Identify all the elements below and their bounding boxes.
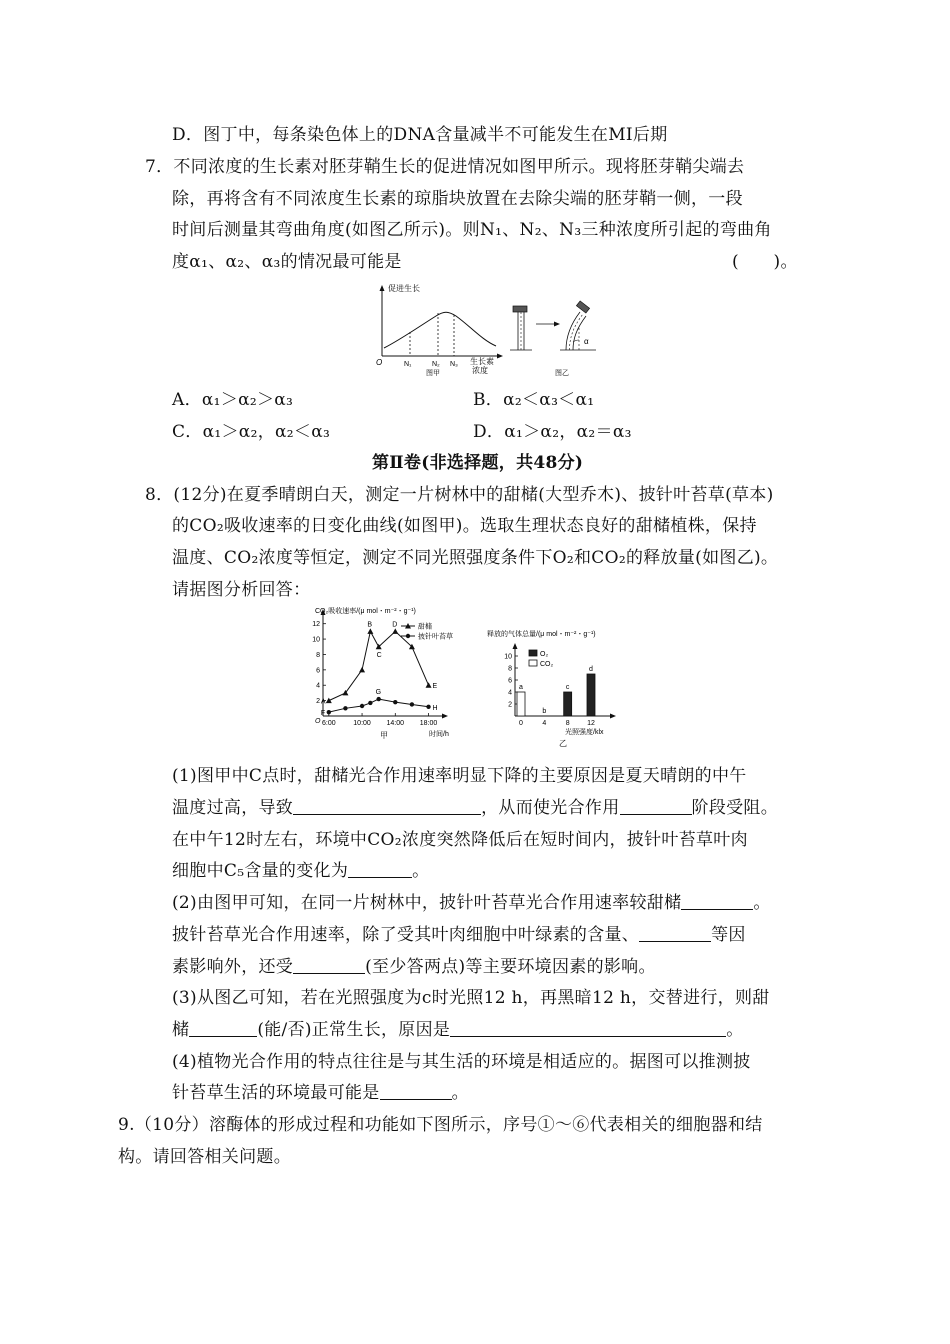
jia-point-label: E: [432, 683, 438, 691]
yi-x-arrow: [610, 714, 616, 719]
q8-p1-line-4: [172, 861, 429, 881]
q8-p1-blank-3[interactable]: [348, 861, 412, 878]
jia-point-circle: [410, 702, 414, 706]
q8-p3-blank-1[interactable]: [189, 1020, 257, 1037]
q8-p2-text-c: 披针苔草光合作用速率，除了受其叶肉细胞中叶绿素的含量、: [172, 925, 640, 945]
q7-option-a: A．α₁＞α₂＞α₃: [172, 390, 294, 410]
jia-point-label: B: [367, 621, 373, 629]
yi-bar-label: c: [565, 684, 570, 691]
jia-x-arrow: [442, 714, 448, 719]
fig-jia-n3: N₃: [450, 361, 458, 368]
yi-y-tick-label: 4: [508, 689, 512, 697]
jia-legend-label: 披针叶苔草: [418, 633, 453, 641]
jia-y-tick-label: 8: [316, 651, 320, 659]
yi-bar-label: b: [542, 708, 547, 715]
q8-p2-blank-3[interactable]: [293, 957, 365, 974]
jia-point-circle: [327, 710, 331, 714]
q8-p3-line-1: (3)从图乙可知，若在光照强度为c时光照12 h，再黑暗12 h，交替进行，则甜: [172, 988, 770, 1008]
jia-title: CO₂吸收速率/(μ mol・m⁻²・g⁻¹): [315, 608, 416, 615]
q8-p1-line-2: [172, 798, 778, 818]
jia-point-label: A: [320, 698, 326, 706]
q8-line-3: 温度、CO₂浓度等恒定，测定不同光照强度条件下O₂和CO₂的释放量(如图乙)。: [172, 548, 779, 568]
yi-x-tick-label: 8: [565, 720, 570, 727]
jia-point-label: G: [375, 689, 382, 697]
fig-jia-curve: [384, 312, 496, 348]
q7-option-c: C．α₁＞α₂，α₂＜α₃: [172, 422, 331, 442]
q8-p4-line-1: (4)植物光合作用的特点往往是与其生活的环境是相适应的。据图可以推测披: [172, 1052, 751, 1072]
jia-y-tick-label: 12: [312, 621, 320, 629]
q8-p1-text-a: 温度过高，导致: [172, 798, 294, 818]
jia-y-tick-label: 10: [312, 636, 320, 644]
q8-p4-text-a: 针苔草生活的环境最可能是: [172, 1083, 380, 1103]
q8-p2-text-e: 素影响外，还受: [172, 957, 294, 977]
q8-p1-blank-1[interactable]: [293, 798, 481, 815]
q8-p4-line-2: [172, 1083, 469, 1103]
yi-title: 释放的气体总量/(μ mol・m⁻²・g⁻¹): [487, 631, 596, 638]
jia-caption: 甲: [380, 731, 388, 740]
q7-line-2: 除，再将含有不同浓度生长素的琼脂块放置在去除尖端的胚芽鞘一侧，一段: [172, 189, 743, 209]
yi-bar-label: a: [519, 684, 523, 691]
jia-x-tick-label: 6:00: [322, 720, 336, 727]
q8-p3-text-b: (能/否)正常生长，原因是: [257, 1020, 451, 1040]
q8-p2-line-3: [172, 957, 656, 977]
q7-line-3: 时间后测量其弯曲角度(如图乙所示)。则N₁、N₂、N₃三种浓度所引起的弯曲角: [172, 220, 772, 240]
jia-point-label: D: [392, 621, 398, 629]
q7-line-1: 7．不同浓度的生长素对胚芽鞘生长的促进情况如图甲所示。现将胚芽鞘尖端去: [145, 157, 745, 177]
fig-jia-caption: 图甲: [426, 370, 440, 377]
q8-p1-text-b: ，从而使光合作用: [481, 798, 620, 818]
q6-option-d: D．图丁中，每条染色体上的DNA含量减半不可能发生在MI后期: [172, 125, 668, 145]
jia-point-circle: [368, 701, 372, 705]
q8-p2-line-1: [172, 893, 771, 913]
yi-caption: 乙: [559, 739, 567, 748]
jia-y-tick-label: 6: [316, 667, 320, 675]
yi-legend-label: CO₂: [540, 661, 554, 668]
yi-y-tick-label: 6: [508, 677, 512, 685]
q7-option-d: D．α₁＞α₂，α₂＝α₃: [473, 422, 632, 442]
q8-p3-text-a: 槠: [172, 1020, 190, 1040]
q9-line-2: 构。请回答相关问题。: [118, 1147, 291, 1167]
q8-p4-blank-1[interactable]: [380, 1083, 452, 1100]
jia-point-label: C: [376, 651, 382, 659]
yi-legend-swatch: [529, 650, 537, 656]
section-2-title: 第Ⅱ卷(非选择题，共48分): [372, 453, 584, 473]
jia-point-circle: [360, 704, 364, 708]
q8-p1-text-d: 细胞中C₅含量的变化为: [172, 861, 349, 881]
q8-p4-text-b: 。: [451, 1083, 469, 1103]
yi-y-arrow: [513, 643, 518, 649]
q8-p3-text-c: 。: [726, 1020, 744, 1040]
fig-jia-x-label-2: 浓度: [472, 366, 488, 375]
yi-bar: [564, 692, 572, 716]
yi-y-tick-label: 2: [508, 701, 512, 709]
q8-p2-text-f: (至少答两点)等主要环境因素的影响。: [365, 957, 656, 977]
q8-figure: [305, 604, 665, 754]
q8-p1-text-e: 。: [412, 861, 430, 881]
fig-jia-origin: O: [376, 358, 383, 367]
q7-answer-paren: ( )。: [732, 252, 798, 272]
yi-bar: [587, 674, 595, 716]
jia-legend-marker: [406, 634, 410, 638]
jia-x-tick-label: 18:00: [419, 720, 438, 727]
jia-legend-label: 甜槠: [418, 623, 432, 631]
yi-x-tick-label: 0: [519, 720, 523, 727]
jia-point-triangle: [426, 682, 432, 688]
yi-x-tick-label: 4: [542, 720, 547, 727]
jia-point-circle: [393, 700, 397, 704]
yi-legend-swatch: [529, 660, 537, 666]
yi-y-tick-label: 10: [504, 653, 512, 661]
jia-point-triangle: [326, 698, 332, 704]
jia-point-triangle: [392, 628, 398, 634]
fig-yi-alpha: α: [584, 337, 589, 346]
q8-p2-text-b: 。: [753, 893, 771, 913]
jia-point-circle: [343, 706, 347, 710]
jia-x-tick-label: 10:00: [353, 720, 371, 727]
q8-line-2: 的CO₂吸收速率的日变化曲线(如图甲)。选取生理状态良好的甜槠植株，保持: [172, 516, 757, 536]
jia-point-triangle: [359, 667, 365, 673]
yi-y-tick-label: 8: [508, 665, 512, 673]
q8-p1-text-c: 阶段受阻。: [691, 798, 779, 818]
fig-jia-n2: N₂: [432, 361, 440, 368]
jia-y-tick-label: 4: [316, 682, 320, 690]
q8-p1-line-1: (1)图甲中C点时，甜槠光合作用速率明显下降的主要原因是夏天晴朗的中午: [172, 766, 747, 786]
q8-p1-blank-2[interactable]: [620, 798, 692, 815]
jia-origin: O: [315, 718, 321, 725]
q8-p2-text-a: (2)由图甲可知，在同一片树林中，披针叶苔草光合作用速率较甜槠: [172, 893, 682, 913]
fig-yi-caption: 图乙: [555, 370, 569, 377]
jia-point-circle: [376, 697, 380, 701]
q8-p3-line-2: [172, 1020, 744, 1040]
jia-point-label: F: [320, 710, 326, 718]
yi-x-label: 光照强度/klx: [565, 729, 604, 736]
q8-line-1: 8．(12分)在夏季晴朗白天，测定一片树林中的甜槠(大型乔木)、披针叶苔草(草本): [145, 485, 774, 505]
yi-bar: [517, 692, 525, 716]
fig-jia-x-label-1: 生长素: [470, 357, 494, 366]
fig-jia-n1: N₁: [404, 361, 412, 368]
jia-x-label: 时间/h: [429, 731, 449, 738]
q8-p2-text-d: 等因: [711, 925, 746, 945]
q7-line-4: 度α₁、α₂、α₃的情况最可能是: [172, 252, 402, 272]
jia-y-tick-label: 2: [316, 698, 320, 706]
q7-option-b: B．α₂＜α₃＜α₁: [473, 390, 595, 410]
q8-p2-blank-2[interactable]: [639, 925, 711, 942]
q9-line-1: 9.（10分）溶酶体的形成过程和功能如下图所示，序号①～⑥代表相关的细胞器和结: [118, 1115, 763, 1135]
q8-p2-blank-1[interactable]: [681, 893, 753, 910]
q8-p2-line-2: [172, 925, 746, 945]
fig-jia-y-label: 促进生长: [388, 284, 420, 293]
q8-p1-line-3: 在中午12时左右，环境中CO₂浓度突然降低后在短时间内，披针叶苔草叶肉: [172, 830, 748, 850]
yi-legend-label: O₂: [540, 651, 549, 658]
yi-x-tick-label: 12: [587, 720, 595, 727]
jia-x-tick-label: 14:00: [386, 720, 405, 727]
yi-bar-label: d: [589, 666, 593, 673]
q8-p3-blank-2[interactable]: [450, 1020, 726, 1037]
jia-point-circle: [426, 705, 430, 709]
q8-line-4: 请据图分析回答：: [172, 580, 311, 600]
q7-figure: [370, 282, 610, 378]
jia-point-triangle: [367, 628, 373, 634]
jia-point-label: H: [432, 704, 438, 712]
